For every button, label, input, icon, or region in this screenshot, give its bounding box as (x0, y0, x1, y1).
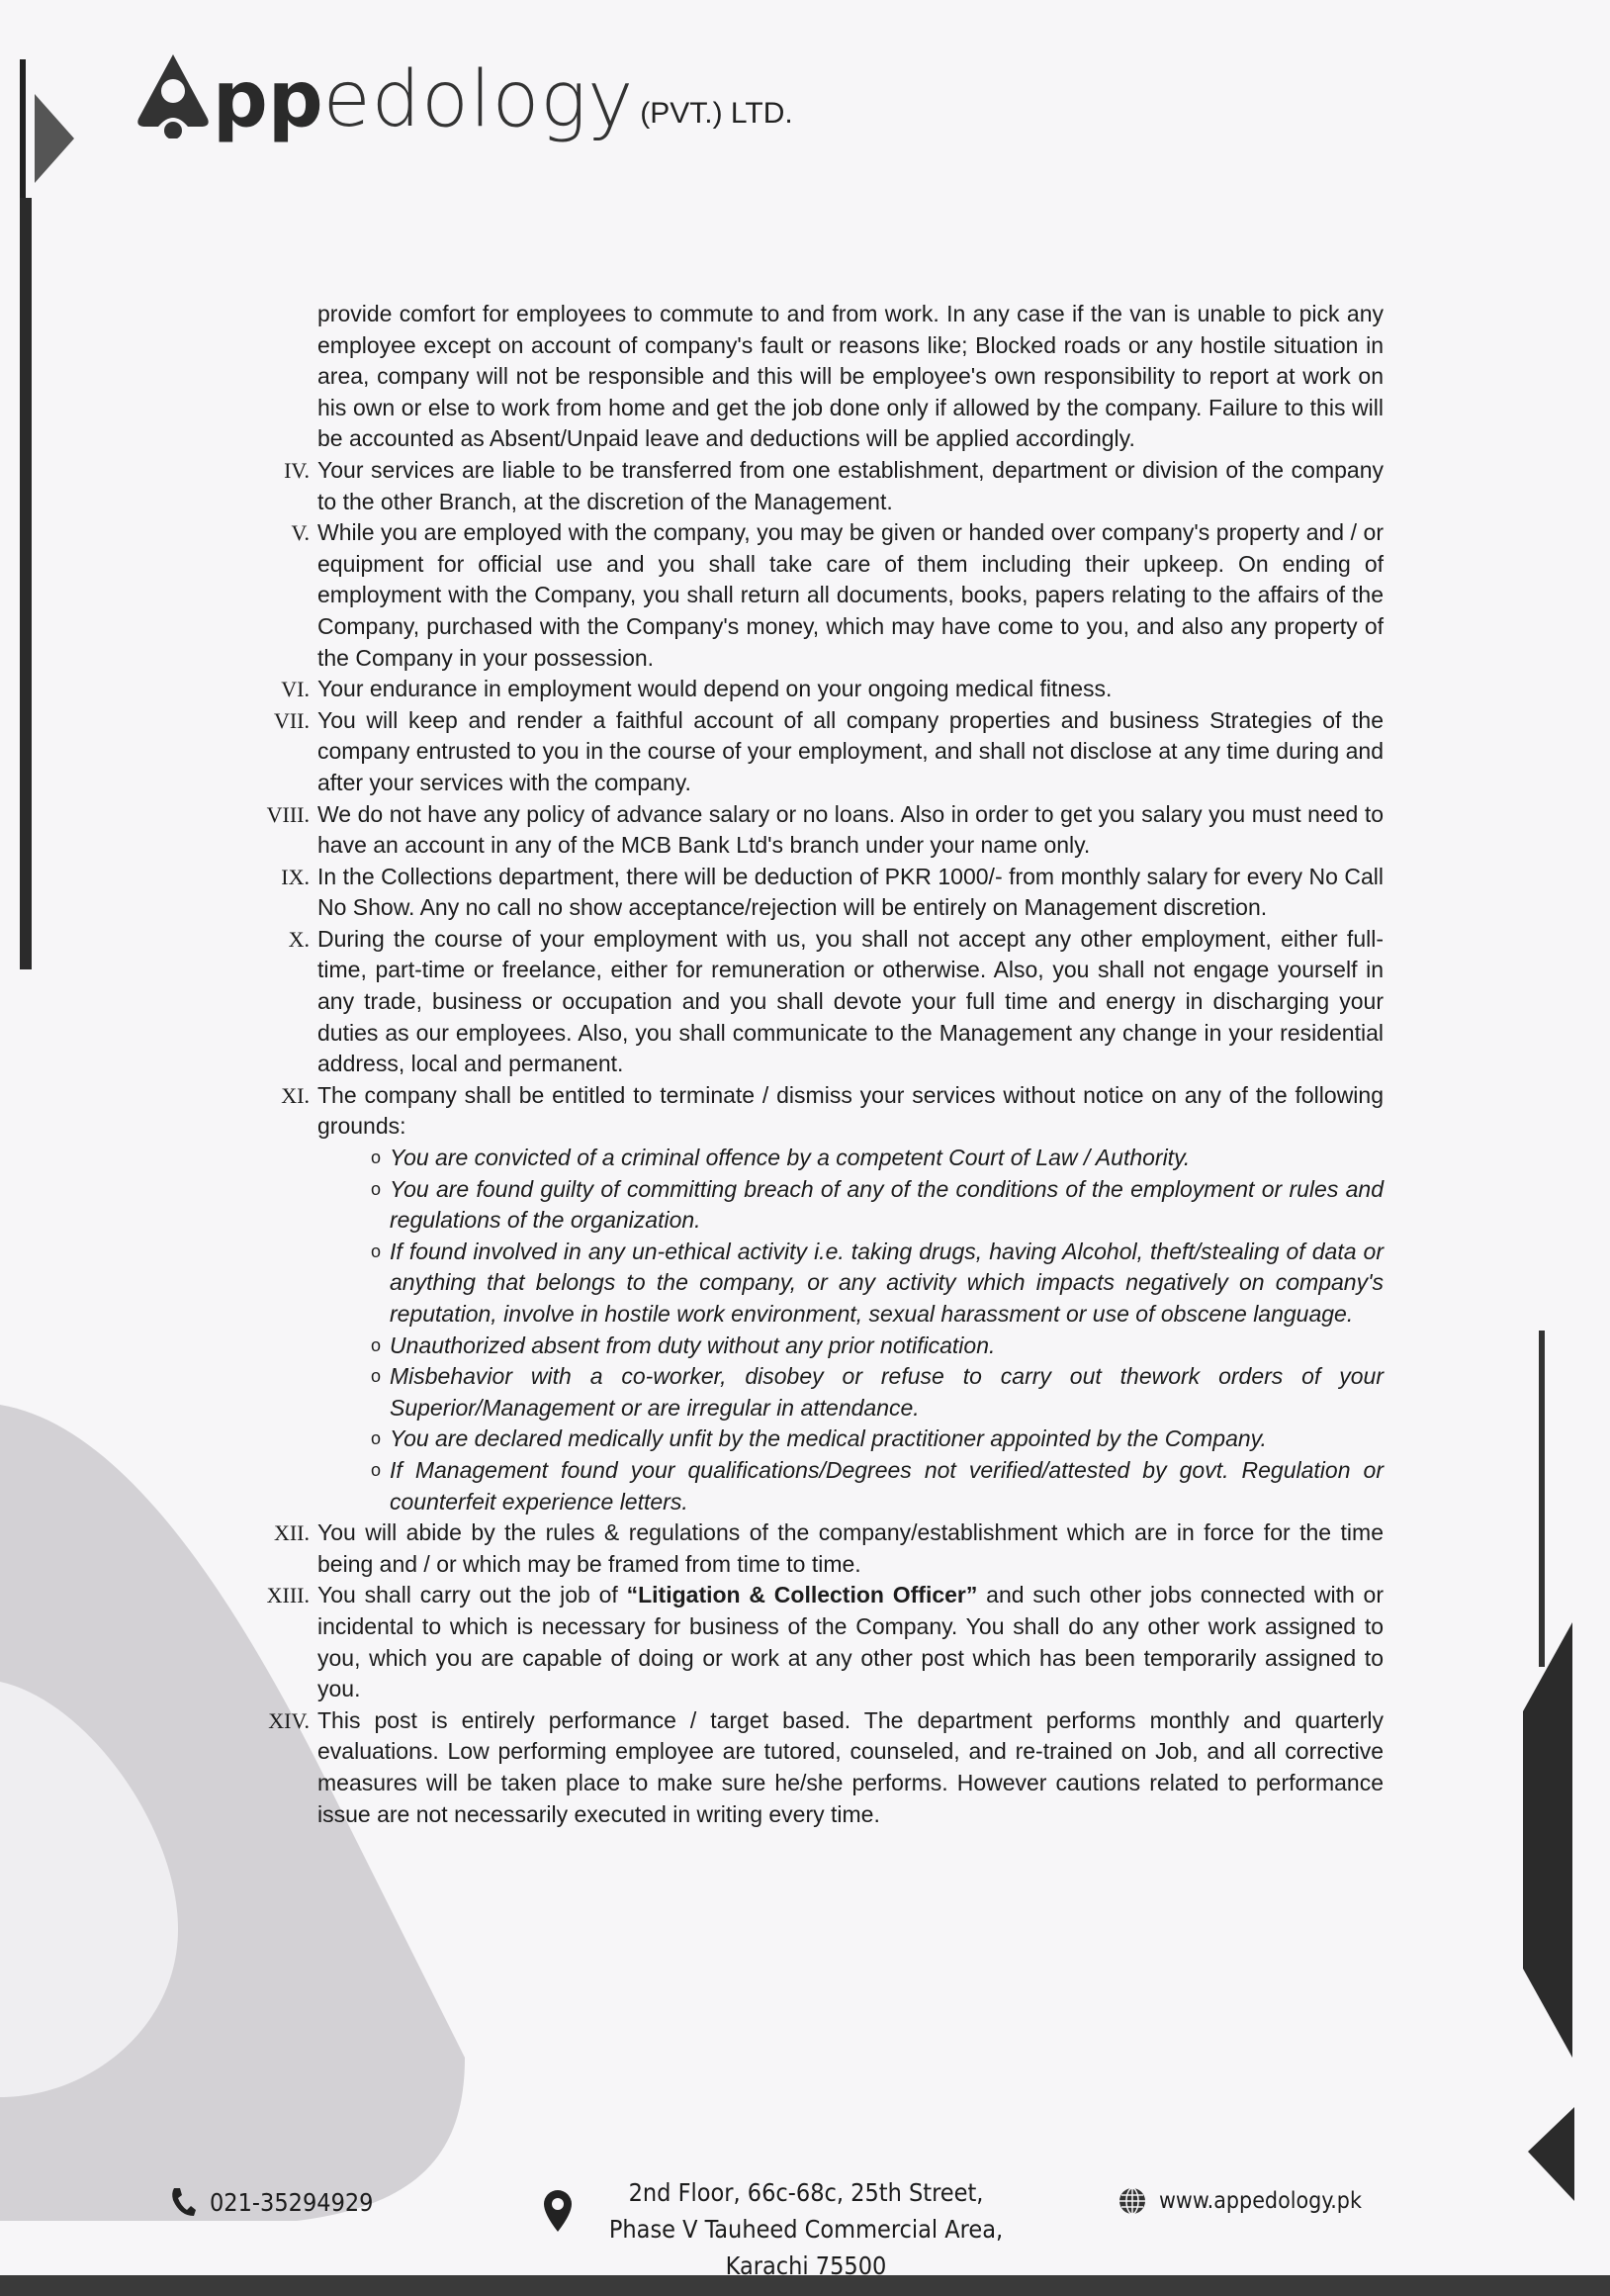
clause-xi (281, 1080, 1384, 1143)
clause-number: VIII. (266, 801, 310, 827)
clause-number: X. (288, 926, 310, 952)
letter-body (266, 299, 1385, 1830)
termination-ground (317, 1174, 1384, 1237)
clause-text: During the course of your employment with us, you shall not accept any other employment, either full-time, part-time or freelance, either for remuneration or otherwise. Also, you shall not engage yourself in any trade, business or occupation and you shall devote your full time and energy in discharging your duties as our employees. Also, you shall communicate to the Management any change in your residential address, local and permanent. (317, 925, 1384, 1077)
termination-grounds-list (317, 1143, 1384, 1517)
phone-number: 021-35294929 (210, 2187, 374, 2217)
company-logo (134, 49, 793, 144)
termination-ground (317, 1237, 1384, 1331)
bullet-icon: o (371, 1459, 382, 1480)
globe-icon (1118, 2186, 1147, 2216)
clause-number: XIV. (268, 1707, 310, 1733)
bullet-icon: o (371, 1178, 382, 1199)
clause-text: While you are employed with the company, you may be given or handed over company's property and / or equipment for official use and you shall take care of them including their upkeep. On ending of employment with the Company, you shall return all documents, books, papers relating to the affairs of the Company, purchased with the Company's money, which may have come to you, and also any property of the Company in your possession. (317, 519, 1384, 671)
clause-text: Your services are liable to be transferred from one establishment, department or division of the company to the other Branch, at the discretion of the Management. (317, 456, 1384, 514)
clause-number: IV. (284, 457, 310, 483)
clause-text: You will abide by the rules & regulations of the company/establishment which are in force for the time being and / or which may be framed from time to time. (317, 1519, 1384, 1577)
ground-text: You are declared medically unfit by the medical practitioner appointed by the Company. (390, 1425, 1267, 1452)
termination-ground (317, 1361, 1384, 1424)
job-title: “Litigation & Collection Officer” (626, 1582, 978, 1608)
clause-number: VI. (281, 677, 310, 702)
clause-text: In the Collections department, there will be deduction of PKR 1000/- from monthly salary for every No Call No Show. Any no call no show acceptance/rejection will be entirely on Management discretion. (317, 863, 1384, 921)
logo-suffix: (PVT.) LTD. (640, 97, 793, 130)
logo-text-light: edology (322, 55, 635, 144)
clause-number: V. (291, 520, 310, 546)
clause-text: This post is entirely performance / target based. The department performs monthly and quarterly evaluations. Low performing employee are tutored, counseled, and re-trained on Job, and all corrective measures will be taken place to make sure he/she performs. However cautions related to performance issue are not necessarily executed in writing every time. (317, 1706, 1384, 1827)
clause-text: and such other jobs connected with or incidental to which is necessary for business of the Company. You shall do any other work assigned to you, which you are capable of doing or work at any other post which has been temporarily assigned to you. (317, 1582, 1385, 1702)
clause-vii (273, 705, 1384, 799)
clause-number: XII. (273, 1520, 310, 1546)
footer-phone (170, 2186, 374, 2218)
location-pin-icon (542, 2188, 574, 2234)
bullet-icon: o (371, 1428, 382, 1449)
address-line: Phase V Tauheed Commercial Area, (608, 2215, 1004, 2244)
website-link[interactable]: www.appedology.pk (1159, 2188, 1362, 2214)
clause-ix (281, 862, 1384, 924)
clause-number: XIII. (266, 1583, 310, 1608)
clause-xii (273, 1517, 1384, 1580)
clause-text: The company shall be entitled to terminate / dismiss your services without notice on any of the following grounds: (317, 1081, 1384, 1140)
bullet-icon: o (371, 1334, 382, 1355)
ground-text: If found involved in any un-ethical activity i.e. taking drugs, having Alcohol, theft/stealing of data or anything that belongs to the company, or any activity which impacts negatively on company's reputation, involve in hostile work environment, sexual harassment or use of obscene language. (390, 1238, 1384, 1327)
clause-vi (281, 674, 1384, 705)
intro-paragraph: provide comfort for employees to commute to and from work. In any case if the van is unable to pick any employee except on account of company's fault or reasons like; Blocked roads or any hostile situation in area, company will not be responsible and this will be employee's own responsibility to report at work on his own or else to work from home and get the job done only if allowed by the company. Failure to this will be accounted as Absent/Unpaid leave and deductions will be applied accordingly. (317, 301, 1384, 452)
termination-ground (317, 1143, 1384, 1174)
ground-text: Misbehavior with a co-worker, disobey or refuse to carry out thework orders of your Superior/Management or are irregular in attendance. (390, 1363, 1384, 1421)
clause-text: Your endurance in employment would depend on your ongoing medical fitness. (317, 676, 1113, 702)
ground-text: You are found guilty of committing breach of any of the conditions of the employment or rules and regulations of the organization. (390, 1175, 1384, 1234)
clause-number: XI. (281, 1082, 310, 1108)
clause-viii (266, 799, 1384, 862)
clause-xiv (268, 1705, 1384, 1830)
clause-number: VII. (273, 707, 310, 733)
clause-text: You shall carry out the job of (317, 1582, 627, 1608)
clause-x (288, 924, 1384, 1080)
bullet-icon: o (371, 1148, 382, 1168)
bullet-icon: o (371, 1240, 382, 1261)
footer-address (588, 2174, 1024, 2284)
ground-text: If Management found your qualifications/Degrees not verified/attested by govt. Regulation or counterfeit experience letters. (390, 1456, 1384, 1515)
address-line: Karachi 75500 (725, 2251, 887, 2280)
logo-mark-icon (134, 49, 213, 138)
logo-text-bold: pp (213, 55, 323, 144)
clause-text: We do not have any policy of advance salary or no loans. Also in order to get you salary you must need to have an account in any of the MCB Bank Ltd's branch under your name only. (317, 800, 1384, 859)
address-line: 2nd Floor, 66c-68c, 25th Street, (628, 2178, 984, 2207)
phone-icon (170, 2186, 196, 2218)
ground-text: You are convicted of a criminal offence by a competent Court of Law / Authority. (390, 1145, 1191, 1171)
termination-ground (317, 1331, 1384, 1362)
clause-xiii (266, 1580, 1385, 1704)
footer-website (1118, 2186, 1362, 2216)
clause-iv (284, 455, 1384, 517)
termination-ground (317, 1424, 1384, 1455)
ground-text: Unauthorized absent from duty without any prior notification. (390, 1332, 996, 1358)
letterhead-footer (0, 2176, 1610, 2295)
clause-text: You will keep and render a faithful account of all company properties and business Strategies of the company entrusted to you in the course of your employment, and shall not disclose at any time during and after your services with the company. (317, 706, 1384, 795)
clause-v (291, 517, 1384, 674)
clause-number: IX. (281, 864, 310, 889)
termination-ground (317, 1455, 1384, 1517)
bullet-icon: o (371, 1366, 382, 1387)
